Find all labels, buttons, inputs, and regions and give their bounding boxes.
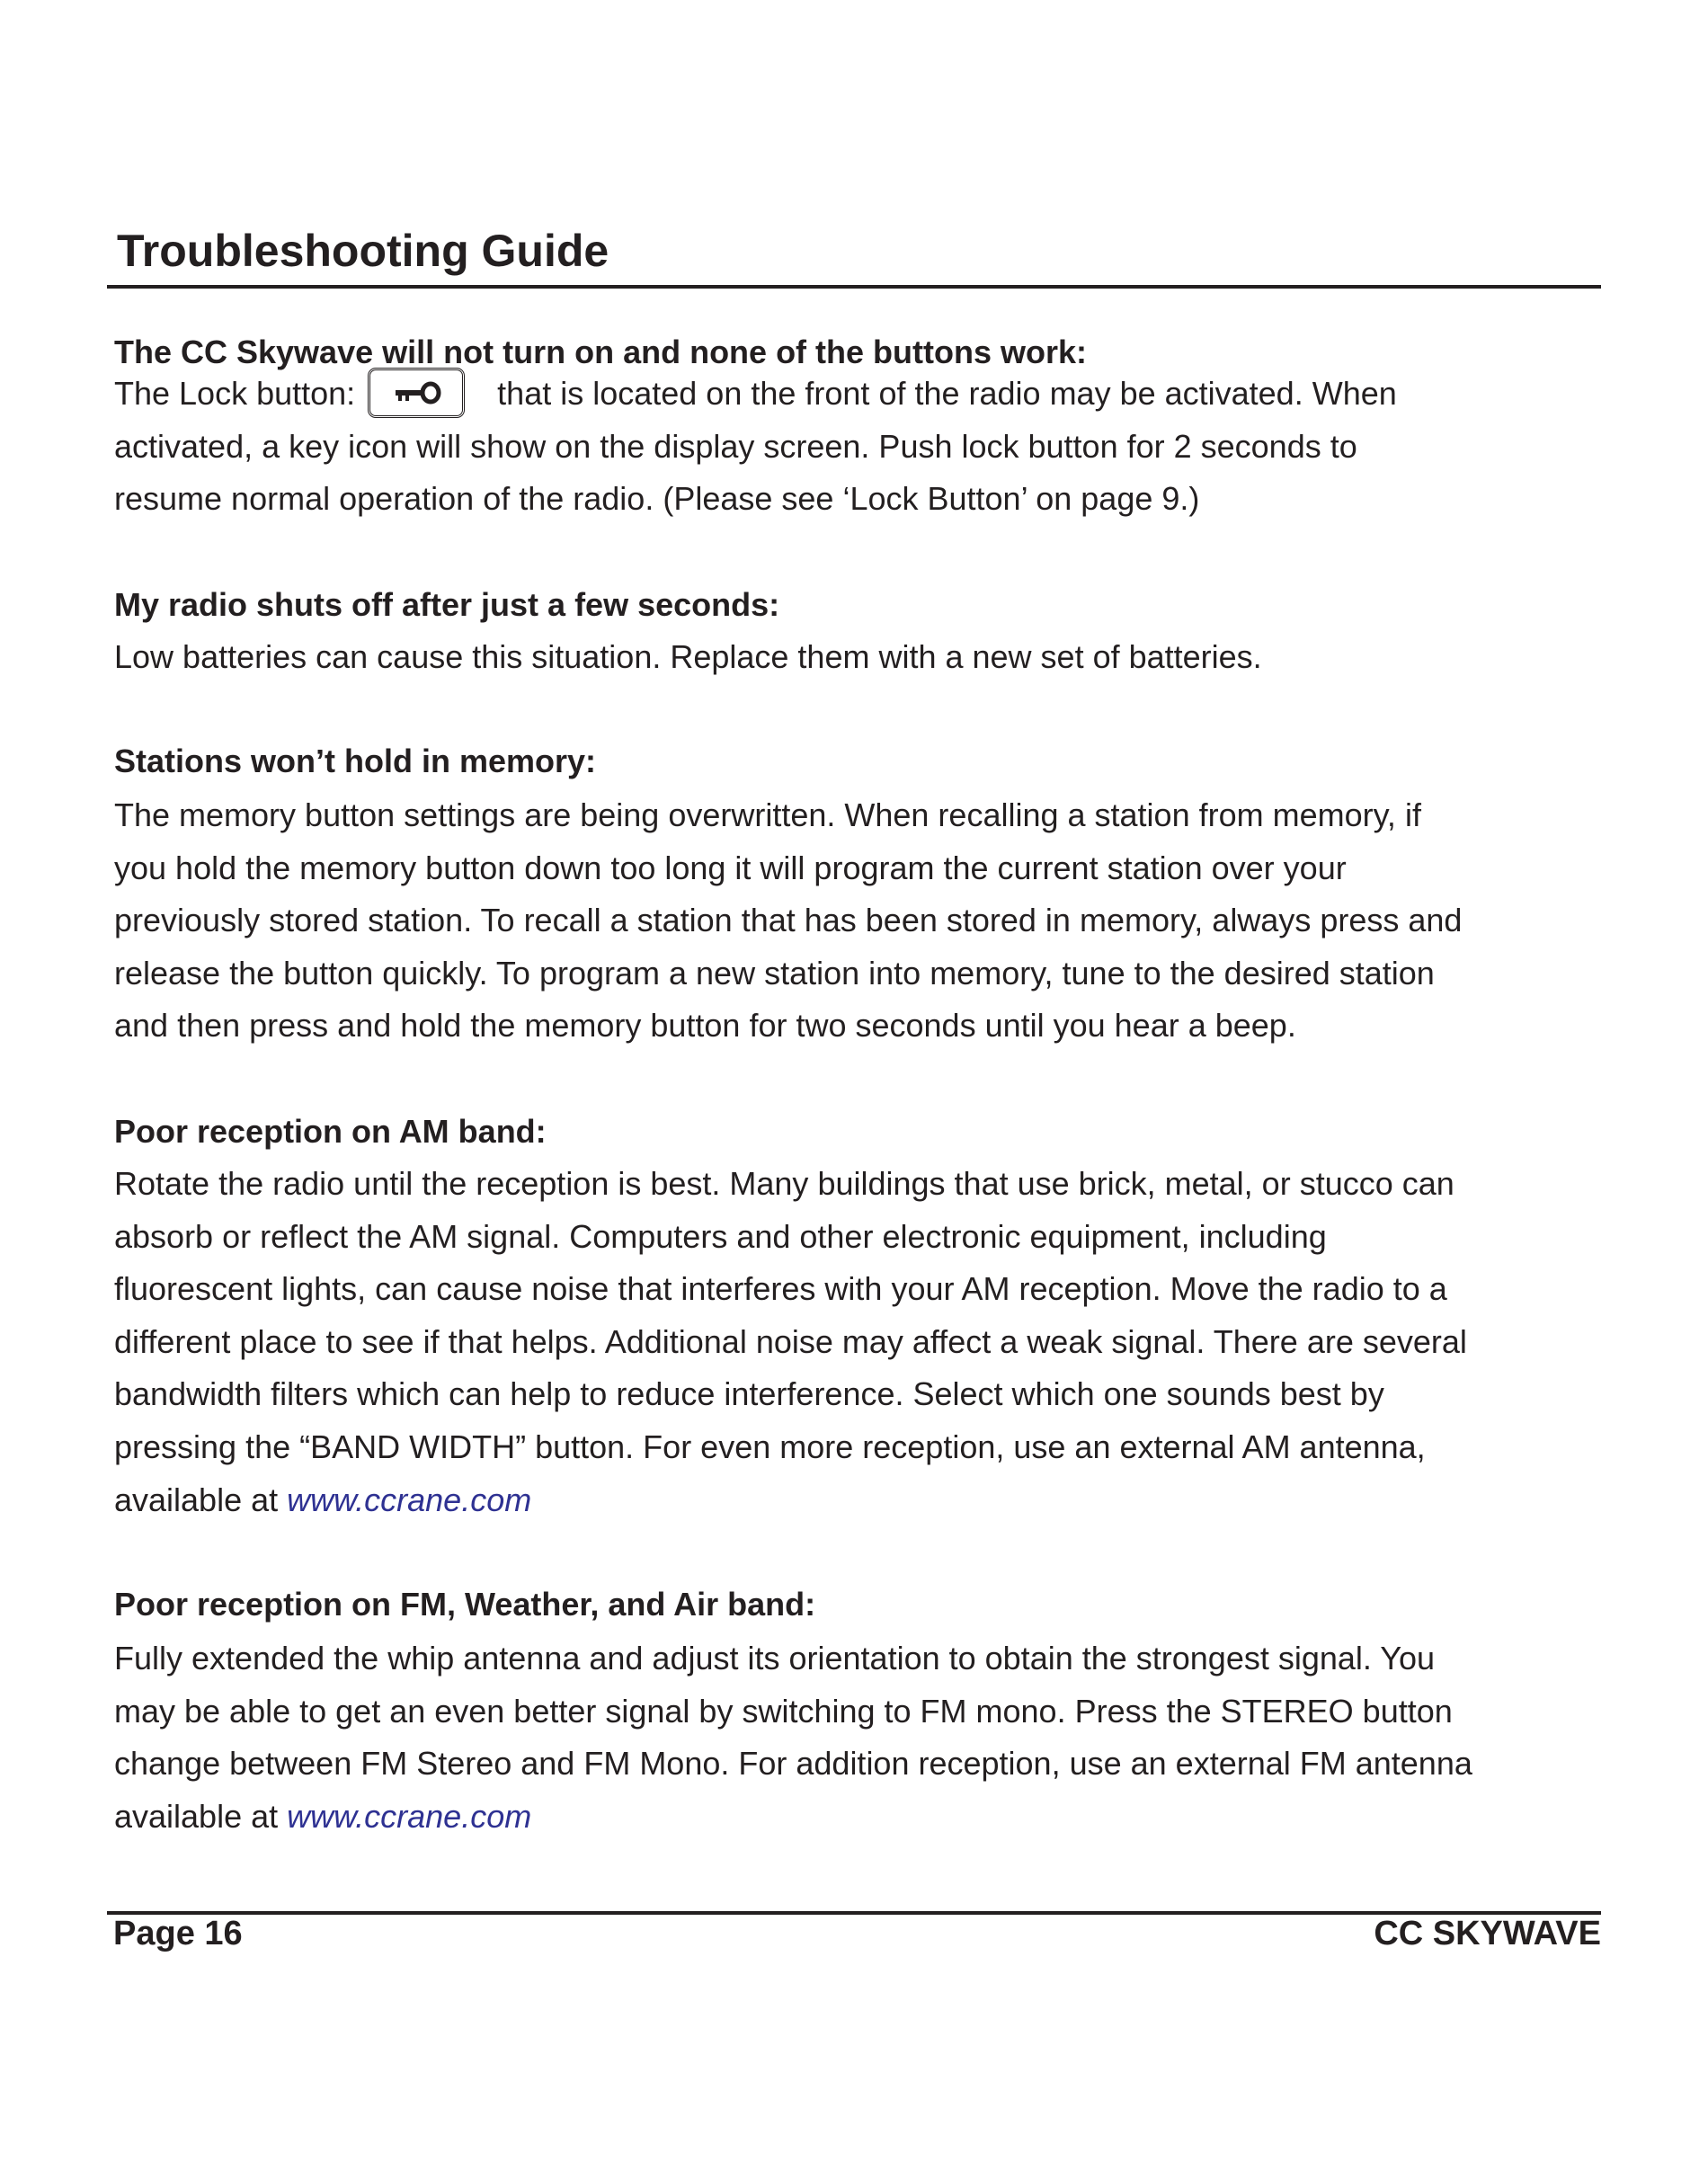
body-line: fluorescent lights, can cause noise that interferes with your AM reception. Move the radio to a <box>114 1270 1447 1308</box>
ccrane-link[interactable]: www.ccrane.com <box>287 1481 532 1518</box>
section-heading: My radio shuts off after just a few seconds: <box>114 586 780 623</box>
section-body <box>114 789 1462 1053</box>
section-heading: Stations won’t hold in memory: <box>114 743 597 779</box>
ccrane-link[interactable]: www.ccrane.com <box>287 1797 532 1835</box>
body-line: The memory button settings are being overwritten. When recalling a station from memory, if <box>114 796 1421 833</box>
body-line: The Lock button: that is located on the front of the radio may be activated. When <box>114 368 1397 421</box>
body-line: pressing the “BAND WIDTH” button. For even more reception, use an external AM antenna, <box>114 1427 1426 1465</box>
section-body <box>114 631 1262 684</box>
key-icon <box>394 381 442 405</box>
page-number: Page 16 <box>113 1915 243 1952</box>
body-line: resume normal operation of the radio. (Please see ‘Lock Button’ on page 9.) <box>114 480 1200 518</box>
body-line: activated, a key icon will show on the display screen. Push lock button for 2 seconds to <box>114 427 1357 465</box>
product-name: CC SKYWAVE <box>1374 1915 1601 1952</box>
body-line: available at www.ccrane.com <box>114 1481 532 1518</box>
section-body <box>114 1632 1472 1843</box>
body-line: you hold the memory button down too long it will program the current station over your <box>114 849 1347 886</box>
section-body <box>114 368 1397 526</box>
body-line: change between FM Stereo and FM Mono. For addition reception, use an external FM antenna <box>114 1745 1472 1783</box>
body-line: Low batteries can cause this situation. Replace them with a new set of batteries. <box>114 638 1262 675</box>
section-heading: Poor reception on FM, Weather, and Air band: <box>114 1586 816 1623</box>
header-rule <box>107 285 1601 289</box>
body-line: and then press and hold the memory button for two seconds until you hear a beep. <box>114 1007 1296 1045</box>
body-line: previously stored station. To recall a station that has been stored in memory, always press and <box>114 902 1463 939</box>
body-line: different place to see if that helps. Additional noise may affect a weak signal. There are several <box>114 1322 1467 1360</box>
lock-button-image <box>368 368 465 418</box>
page-title: Troubleshooting Guide <box>117 226 609 276</box>
section-heading: The CC Skywave will not turn on and none of the buttons work: <box>114 334 1088 370</box>
body-line: available at www.ccrane.com <box>114 1797 532 1835</box>
section-body <box>114 1158 1467 1526</box>
body-line: may be able to get an even better signal by switching to FM mono. Press the STEREO button <box>114 1692 1453 1730</box>
section-heading: Poor reception on AM band: <box>114 1113 547 1150</box>
body-line: release the button quickly. To program a new station into memory, tune to the desired station <box>114 954 1435 992</box>
body-line: Rotate the radio until the reception is best. Many buildings that use brick, metal, or stucco can <box>114 1165 1454 1202</box>
body-line: Fully extended the whip antenna and adjust its orientation to obtain the strongest signal. You <box>114 1640 1436 1676</box>
body-line: absorb or reflect the AM signal. Computers and other electronic equipment, including <box>114 1217 1327 1255</box>
body-line: bandwidth filters which can help to reduce interference. Select which one sounds best by <box>114 1375 1384 1413</box>
lock-label: The Lock button: <box>114 375 356 412</box>
